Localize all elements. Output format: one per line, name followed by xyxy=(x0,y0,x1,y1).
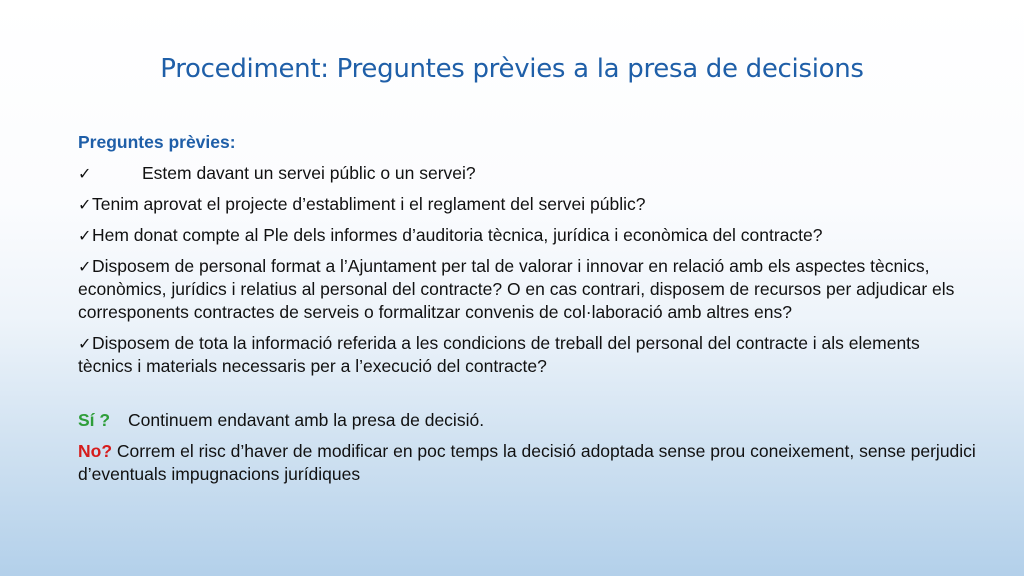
check-item-text: Estem davant un servei públic o un servei? xyxy=(142,163,476,183)
slide-body xyxy=(78,131,978,494)
no-text: Correm el risc d’haver de modificar en poc temps la decisió adoptada sense prou coneixement, sense perjudici d’eventuals impugnacions jurídiques xyxy=(78,441,976,484)
check-item xyxy=(78,193,978,216)
check-mark-icon: ✓ xyxy=(78,195,92,214)
check-item xyxy=(78,224,978,247)
slide-title: Procediment: Preguntes prèvies a la presa de decisions xyxy=(160,54,864,84)
yes-line xyxy=(78,409,978,432)
check-item-text: Tenim aprovat el projecte d’establiment i el reglament del servei públic? xyxy=(92,194,646,214)
check-item xyxy=(78,162,978,185)
questions-heading: Preguntes prèvies: xyxy=(78,132,236,152)
yes-text: Continuem endavant amb la presa de decisió. xyxy=(128,410,485,430)
check-item-text: Hem donat compte al Ple dels informes d’auditoria tècnica, jurídica i econòmica del contracte? xyxy=(92,225,823,245)
check-item-text: Disposem de personal format a l’Ajuntament per tal de valorar i innovar en relació amb els aspectes tècnics, econòmics, jurídics i relatius al personal del contracte? O en cas contrari, disposem de recursos per adjudicar els corresponents contractes de serveis o formalitzar convenis de col·laboració amb altres ens? xyxy=(78,256,955,322)
check-mark-icon: ✓ xyxy=(78,334,92,353)
check-mark-icon: ✓ xyxy=(78,257,92,276)
spacer xyxy=(78,386,978,409)
check-mark-icon: ✓ xyxy=(78,226,92,245)
check-item xyxy=(78,332,978,378)
check-mark-icon: ✓ xyxy=(78,164,92,183)
no-label: No? xyxy=(78,441,113,461)
no-line xyxy=(78,440,978,486)
check-item-text: Disposem de tota la informació referida a les condicions de treball del personal del contracte i als elements tècnics i materials necessaris per a l’execució del contracte? xyxy=(78,333,920,376)
check-item xyxy=(78,255,978,324)
yes-label: Sí ? xyxy=(78,410,111,430)
